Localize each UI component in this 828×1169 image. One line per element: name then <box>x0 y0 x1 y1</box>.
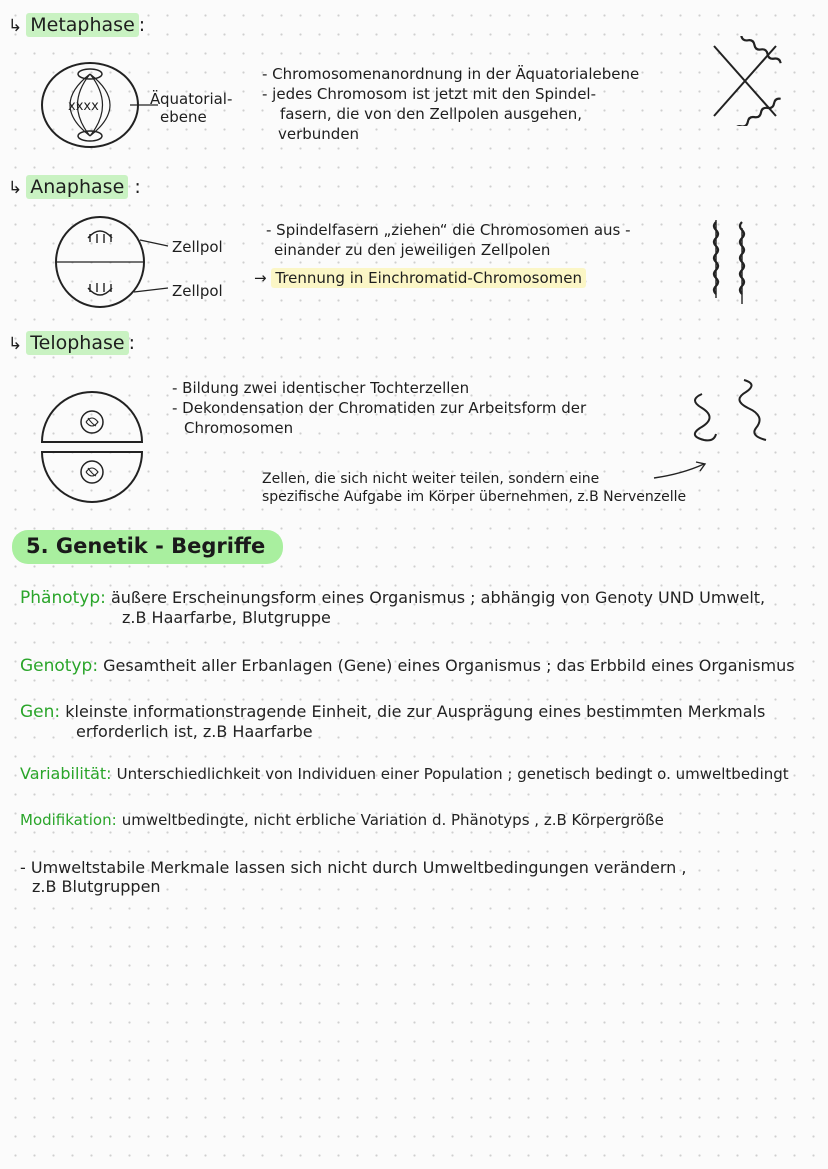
metaphase-note-1: - Chromosomenanordnung in der Äquatorialebene <box>262 65 640 83</box>
metaphase-title: Metaphase <box>26 13 139 37</box>
metaphase-notes <box>262 64 639 144</box>
svg-text:xxxx: xxxx <box>68 99 99 114</box>
metaphase-note-2: - jedes Chromosom ist jetzt mit den Spindel- <box>262 85 596 103</box>
equatorial-plane-label: Äquatorial- ebene <box>150 90 233 126</box>
telophase-title: Telophase <box>26 331 128 355</box>
telophase-note-3: Chromosomen <box>184 419 294 437</box>
term-label: Gen: <box>20 702 61 722</box>
term-definition: umweltbedingte, nicht erbliche Variation d. Phänotyps , z.B Körpergröße <box>121 811 664 829</box>
section-heading <box>12 534 283 558</box>
extra-note-1: - Umweltstabile Merkmale lassen sich nicht durch Umweltbedingungen verändern , <box>20 858 687 877</box>
telophase-side-note-2: spezifische Aufgabe im Körper übernehmen, z.B Nervenzelle <box>262 489 687 505</box>
term-definition-cont: erforderlich ist, z.B Haarfarbe <box>76 722 313 741</box>
right-arrow-icon: → <box>254 269 267 287</box>
section-title: 5. Genetik - Begriffe <box>12 530 283 564</box>
anaphase-note-1: - Spindelfasern „ziehen“ die Chromosomen aus - <box>266 221 631 239</box>
telophase-side-note <box>262 470 686 506</box>
term-phenotype <box>20 588 765 627</box>
arrow-icon: ↳ <box>8 178 23 198</box>
metaphase-heading: ↳ Metaphase : <box>8 14 146 36</box>
telophase-notes <box>172 378 586 438</box>
arrow-icon: ↳ <box>8 16 23 36</box>
metaphase-note-4: verbunden <box>278 125 360 143</box>
term-definition: Unterschiedlichkeit von Individuen einer Population ; genetisch bedingt o. umweltbedingt <box>116 765 789 783</box>
cell-pole-label-top: Zellpol <box>172 238 223 256</box>
metaphase-cell-diagram <box>30 50 160 160</box>
term-definition-cont: z.B Haarfarbe, Blutgruppe <box>122 608 331 627</box>
cell-pole-label-bottom: Zellpol <box>172 282 223 300</box>
term-label: Variabilität: <box>20 764 112 783</box>
anaphase-result-text: Trennung in Einchromatid-Chromosomen <box>271 268 586 288</box>
anaphase-notes <box>266 220 631 260</box>
term-definition: kleinste informationstragende Einheit, die zur Ausprägung eines bestimmten Merkmals <box>65 702 766 721</box>
term-definition: äußere Erscheinungsform eines Organismus ; abhängig von Genoty UND Umwelt, <box>110 588 766 607</box>
environment-stable-note <box>20 858 686 896</box>
decondensed-chromatin-icon <box>678 372 788 452</box>
term-label: Modifikation: <box>20 811 117 829</box>
telophase-heading: ↳ Telophase : <box>8 332 135 354</box>
anaphase-cell-diagram <box>50 210 220 320</box>
term-label: Genotyp: <box>20 656 99 676</box>
curved-arrow-icon <box>652 458 712 482</box>
metaphase-note-3: fasern, die von den Zellpolen ausgehen, <box>280 105 582 123</box>
anaphase-heading: ↳ Anaphase : <box>8 176 141 198</box>
anaphase-note-2: einander zu den jeweiligen Zellpolen <box>274 241 551 259</box>
term-modification <box>20 810 664 829</box>
anaphase-title: Anaphase <box>26 175 128 199</box>
telophase-note-1: - Bildung zwei identischer Tochterzellen <box>172 379 470 397</box>
x-chromosome-icon <box>700 36 790 126</box>
anaphase-result <box>254 268 586 288</box>
term-gene <box>20 702 765 741</box>
arrow-icon: ↳ <box>8 334 23 354</box>
telophase-daughter-cells-diagram <box>38 386 148 506</box>
term-genotype <box>20 656 795 676</box>
term-definition: Gesamtheit aller Erbanlagen (Gene) eines Organismus ; das Erbbild eines Organismus <box>103 656 795 675</box>
extra-note-2: z.B Blutgruppen <box>32 877 161 896</box>
term-label: Phänotyp: <box>20 588 106 608</box>
telophase-side-note-1: Zellen, die sich nicht weiter teilen, sondern eine <box>262 471 600 487</box>
telophase-note-2: - Dekondensation der Chromatiden zur Arbeitsform der <box>172 399 587 417</box>
term-variability <box>20 764 789 783</box>
single-chromatid-chromosomes-icon <box>700 218 760 308</box>
